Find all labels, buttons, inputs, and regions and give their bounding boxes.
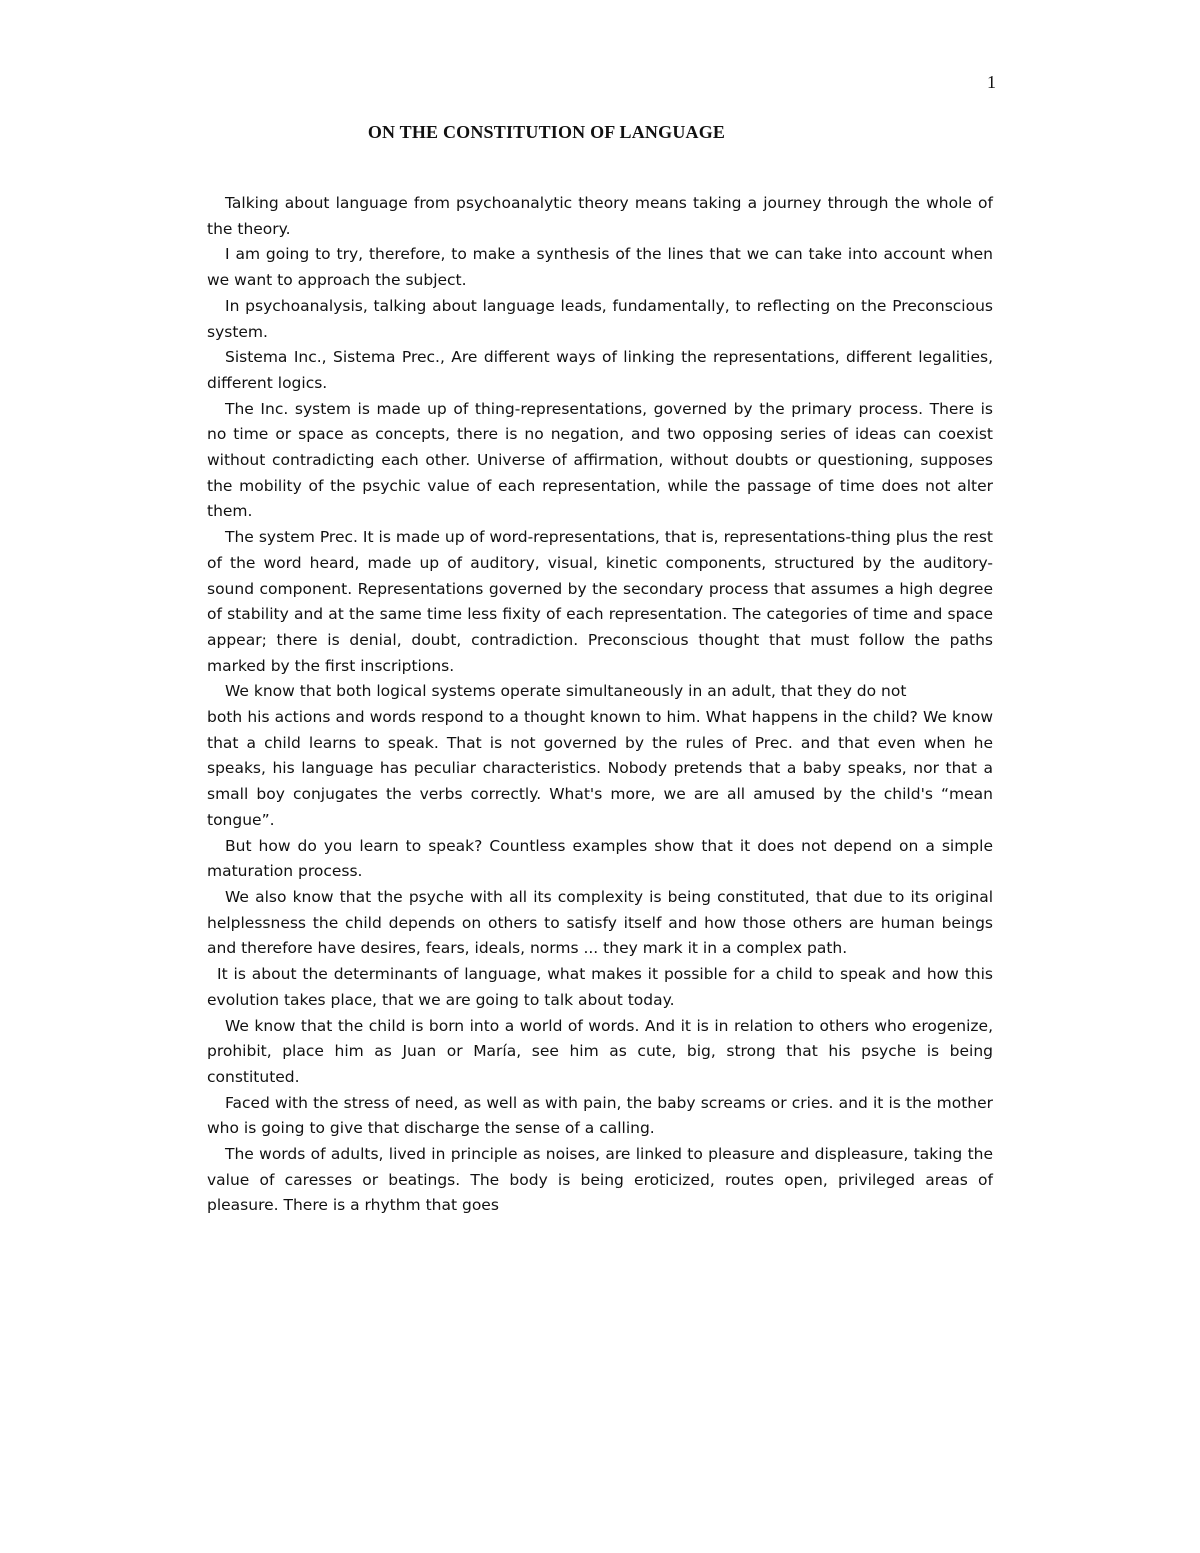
- paragraph: Talking about language from psychoanalytic theory means taking a journey through the whole of the theory.: [207, 194, 993, 238]
- paragraph: Sistema Inc., Sistema Prec., Are different ways of linking the representations, different legalities, different logics.: [207, 348, 993, 392]
- paragraph: We know that both logical systems operate simultaneously in an adult, that they do not: [225, 682, 907, 701]
- paragraph: We know that the child is born into a world of words. And it is in relation to others who erogenize, prohibit, place him as Juan or María, see him as cute, big, strong that his psyche is being constituted.: [207, 1016, 993, 1086]
- paragraph: I am going to try, therefore, to make a synthesis of the lines that we can take into account when we want to approach the subject.: [207, 245, 993, 290]
- paragraph: Faced with the stress of need, as well as with pain, the baby screams or cries. and it is the mother who is going to give that discharge the sense of a calling.: [207, 1093, 993, 1138]
- document-body: [207, 191, 993, 1219]
- page-title: ON THE CONSTITUTION OF LANGUAGE: [367, 122, 726, 142]
- paragraph: In psychoanalysis, talking about language leads, fundamentally, to reflecting on the Preconscious system.: [207, 296, 993, 341]
- paragraph: It is about the determinants of language, what makes it possible for a child to speak and how this evolution takes place, that we are going to talk about today.: [207, 965, 993, 1009]
- paragraph: We also know that the psyche with all its complexity is being constituted, that due to its original helplessness the child depends on others to satisfy itself and how those others are human beings and therefore have desires, fears, ideals, norms ... they mark it in a complex path.: [207, 887, 993, 958]
- paragraph: The system Prec. It is made up of word-representations, that is, representations-thing plus the rest of the word heard, made up of auditory, visual, kinetic components, structured by the auditory-sound component. Representations governed by the secondary process that assumes a high degree of stability and at the same time less fixity of each representation. The categories of time and space appear; there is denial, doubt, contradiction. Preconscious thought that must follow the paths marked by the first inscriptions.: [207, 528, 993, 675]
- paragraph: But how do you learn to speak? Countless examples show that it does not depend on a simple maturation process.: [207, 836, 993, 881]
- paragraph: both his actions and words respond to a thought known to him. What happens in the child? We know that a child learns to speak. That is not governed by the rules of Prec. and that even when he speaks, his language has peculiar characteristics. Nobody pretends that a baby speaks, nor that a small boy conjugates the verbs correctly. What's more, we are all amused by the child's “mean tongue”.: [207, 708, 993, 829]
- page-number: 1: [987, 72, 996, 92]
- paragraph: The Inc. system is made up of thing-representations, governed by the primary process. There is no time or space as concepts, there is no negation, and two opposing series of ideas can coexist without contradicting each other. Universe of affirmation, without doubts or questioning, supposes the mobility of the psychic value of each representation, while the passage of time does not alter them.: [207, 399, 993, 521]
- paragraph: The words of adults, lived in principle as noises, are linked to pleasure and displeasure, taking the value of caresses or beatings. The body is being eroticized, routes open, privileged areas of pleasure. There is a rhythm that goes: [207, 1145, 993, 1215]
